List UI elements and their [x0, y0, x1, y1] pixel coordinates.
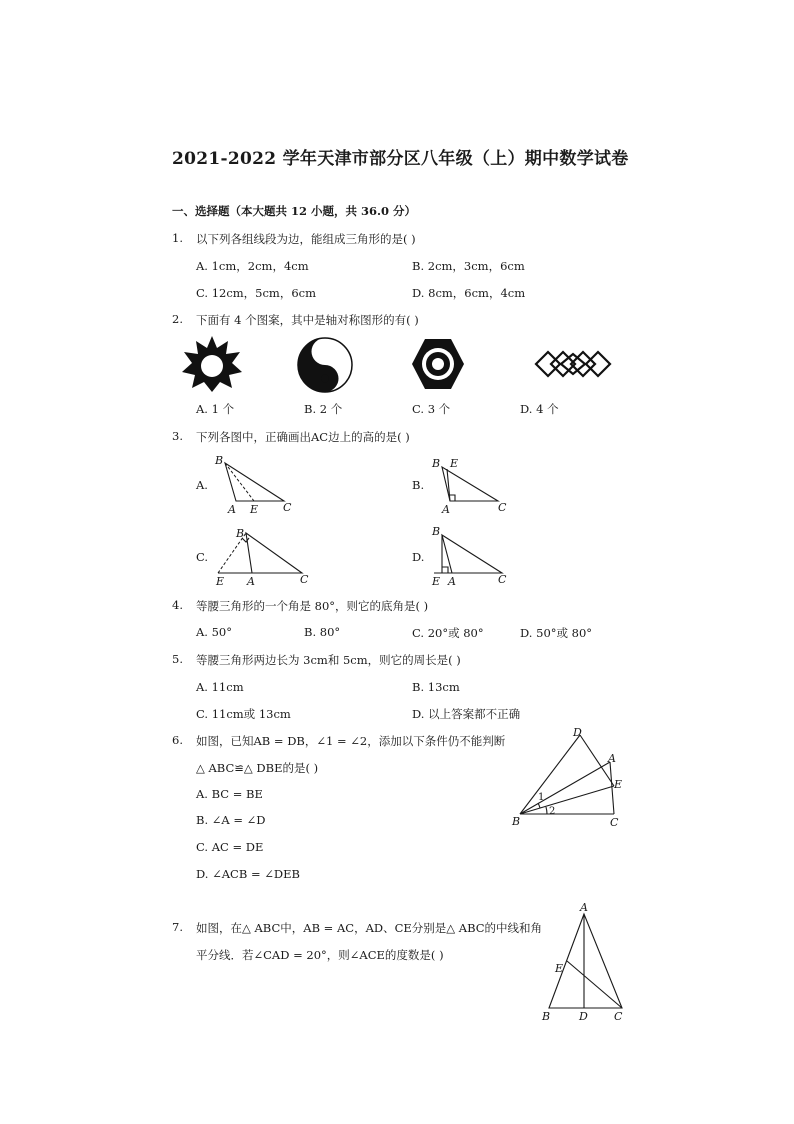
label-c: C [614, 1010, 623, 1023]
question-3-option-d: D. [412, 550, 425, 564]
question-2-option-a: A. 1 个 [196, 402, 235, 416]
question-6-text-line2: △ ABC≌△ DBE的是( ) [196, 761, 319, 775]
question-6-option-a: A. BC = BE [196, 787, 263, 801]
question-3-text: 下列各图中，正确画出AC边上的高的是( ) [196, 430, 410, 444]
question-5-option-a: A. 11cm [196, 680, 244, 694]
label-a: A [448, 575, 456, 588]
starburst-icon [182, 336, 242, 392]
label-c: C [610, 816, 619, 829]
knot-pattern-icon [532, 348, 614, 380]
label-e: E [450, 457, 459, 470]
question-3-number: 3. [172, 429, 183, 443]
label-a: A [442, 503, 450, 516]
label-e: E [216, 575, 225, 588]
question-1-option-b: B. 2cm，3cm，6cm [412, 259, 525, 273]
label-c: C [283, 501, 292, 514]
question-5-option-b: B. 13cm [412, 680, 460, 694]
question-5-option-d: D. 以上答案都不正确 [412, 707, 521, 721]
diagram-7 [538, 900, 638, 1025]
diagram-3d [430, 525, 520, 587]
hexagon-ring-icon [411, 337, 465, 391]
label-e: E [432, 575, 441, 588]
question-5-number: 5. [172, 652, 183, 666]
page-title: 2021-2022 学年天津市部分区八年级（上）期中数学试卷 [172, 149, 629, 169]
question-3-option-a: A. [196, 478, 208, 492]
diagram-3c [212, 525, 312, 587]
label-d: D [579, 1010, 588, 1023]
diagram-6 [510, 726, 630, 831]
angle-1-label: 1 [538, 792, 545, 803]
question-6-number: 6. [172, 733, 183, 747]
question-1-number: 1. [172, 231, 183, 245]
label-b: B [215, 454, 224, 467]
question-3-option-c: C. [196, 550, 209, 564]
question-4-text: 等腰三角形的一个角是 80°，则它的底角是( ) [196, 599, 429, 613]
question-4-option-b: B. 80° [304, 625, 341, 639]
label-b: B [432, 525, 441, 538]
label-b: B [432, 457, 441, 470]
label-e: E [614, 778, 623, 791]
label-c: C [300, 573, 309, 586]
label-c: C [498, 573, 507, 586]
question-6-text-line1: 如图，已知AB = DB，∠1 = ∠2，添加以下条件仍不能判断 [196, 734, 506, 748]
question-1-option-c: C. 12cm，5cm，6cm [196, 286, 317, 300]
diagram-3a [212, 455, 302, 515]
label-e: E [250, 503, 259, 516]
question-2-number: 2. [172, 312, 183, 326]
diagram-3b [430, 455, 520, 515]
question-4-option-c: C. 20°或 80° [412, 626, 484, 640]
question-5-text: 等腰三角形两边长为 3cm和 5cm，则它的周长是( ) [196, 653, 461, 667]
label-d: D [573, 726, 582, 739]
question-2-option-c: C. 3 个 [412, 402, 451, 416]
label-a: A [580, 901, 588, 914]
question-2-option-d: D. 4 个 [520, 402, 559, 416]
label-a: A [608, 752, 616, 765]
label-a: A [228, 503, 236, 516]
question-4-number: 4. [172, 598, 183, 612]
question-5-option-c: C. 11cm或 13cm [196, 707, 291, 721]
question-1-text: 以下列各组线段为边，能组成三角形的是( ) [196, 232, 416, 246]
question-3-option-b: B. [412, 478, 425, 492]
question-4-option-a: A. 50° [196, 625, 232, 639]
label-b: B [236, 527, 245, 540]
question-4-option-d: D. 50°或 80° [520, 626, 593, 640]
question-6-option-c: C. AC = DE [196, 840, 264, 854]
question-6-option-d: D. ∠ACB = ∠DEB [196, 867, 300, 881]
question-2-option-b: B. 2 个 [304, 402, 343, 416]
question-1-option-a: A. 1cm，2cm，4cm [196, 259, 309, 273]
yin-yang-icon [297, 337, 353, 393]
label-b: B [512, 815, 521, 828]
question-7-text-line1: 如图，在△ ABC中，AB = AC，AD、CE分别是△ ABC的中线和角 [196, 921, 543, 935]
question-7-text-line2: 平分线．若∠CAD = 20°，则∠ACE的度数是( ) [196, 948, 444, 962]
label-a: A [247, 575, 255, 588]
question-1-option-d: D. 8cm，6cm，4cm [412, 286, 526, 300]
question-6-option-b: B. ∠A = ∠D [196, 813, 266, 827]
label-b: B [542, 1010, 551, 1023]
section-heading: 一、选择题（本大题共 12 小题，共 36.0 分） [172, 204, 417, 218]
question-2-text: 下面有 4 个图案，其中是轴对称图形的有( ) [196, 313, 419, 327]
angle-2-label: 2 [549, 806, 556, 817]
label-e: E [555, 962, 564, 975]
question-7-number: 7. [172, 920, 183, 934]
label-c: C [498, 501, 507, 514]
